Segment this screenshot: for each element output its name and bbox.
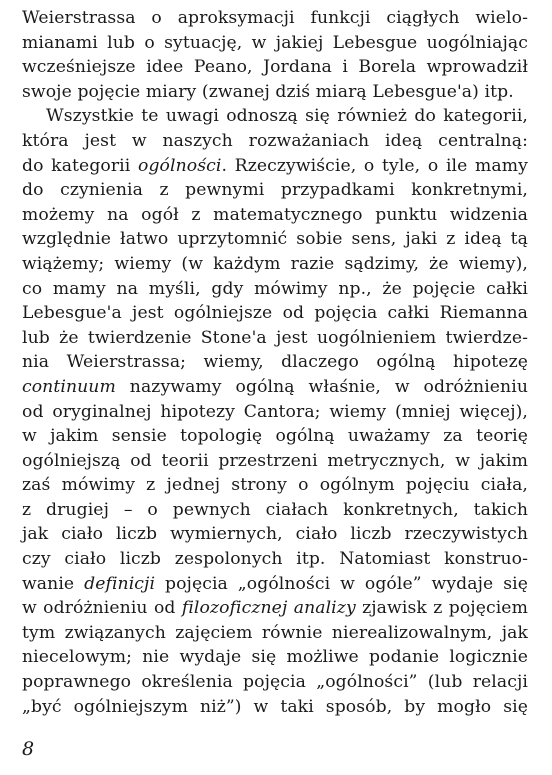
italic-term: filozoficznej analizy (181, 598, 356, 619)
text-line (22, 227, 528, 252)
text-segment: która jest w naszych rozważaniach ideą centralną: (22, 130, 528, 151)
text-segment: wiążemy; wiemy (w każdym razie sądzimy, że wiemy), (22, 253, 528, 274)
text-line (22, 424, 528, 449)
text-segment: od oryginalnej hipotezy Cantora; wiemy (mniej więcej), (22, 401, 528, 422)
text-line (22, 203, 528, 228)
text-segment: z drugiej – o pewnych ciałach konkretnych, takich (22, 499, 528, 520)
page-number: 8 (22, 738, 35, 760)
text-segment: tym związanych zajęciem równie nierealizowalnym, jak (22, 622, 528, 643)
text-line (22, 129, 528, 154)
text-segment: do czynienia z pewnymi przypadkami konkretnymi, (22, 180, 528, 201)
text-segment: zaś mówimy z jednej strony o ogólnym pojęciu ciała, (22, 475, 528, 496)
text-segment: wcześniejsze idee Peano, Jordana i Borela wprowadził (22, 57, 528, 78)
text-segment: „być ogólniejszym niż”) w taki sposób, by mogło się (22, 696, 528, 717)
text-segment: poprawnego określenia pojęcia „ogólności” (lub relacji (22, 672, 528, 693)
text-line (22, 154, 528, 179)
text-segment: wanie (22, 573, 85, 594)
text-segment: mianami lub o sytuację, w jakiej Lebesgue uogólniając (22, 32, 528, 53)
text-line (22, 621, 528, 646)
text-segment: Weierstrassa o aproksymacji funkcji ciągłych wielo- (22, 8, 528, 28)
text-line (22, 670, 528, 695)
text-line (22, 547, 528, 572)
text-segment: możemy na ogół z matematycznego punktu widzenia (22, 204, 528, 225)
text-segment: Lebesgue'a jest ogólniejsze od pojęcia całki Riemanna (22, 303, 528, 324)
text-line (22, 695, 528, 720)
text-line (22, 522, 528, 547)
text-segment: niecelowym; nie wydaje się możliwe podanie logicznie (22, 647, 528, 668)
text-line (22, 572, 528, 597)
text-line (22, 400, 528, 425)
text-segment: ogólniejszą od teorii przestrzeni metrycznych, w jakim (22, 450, 528, 471)
text-line (22, 178, 528, 203)
text-line (22, 375, 528, 400)
text-line (22, 31, 528, 56)
text-line (22, 6, 528, 31)
text-line (22, 80, 528, 105)
body-text (22, 6, 528, 719)
text-segment: . Rzeczywiście, o tyle, o ile mamy (221, 155, 528, 176)
italic-term: ogólności (138, 155, 222, 176)
text-line (22, 498, 528, 523)
text-line (22, 596, 528, 621)
text-segment: co mamy na myśli, gdy mówimy np., że pojęcie całki (22, 278, 528, 299)
text-line (22, 350, 528, 375)
text-segment: jak ciało liczb wymiernych, ciało liczb rzeczywistych (22, 524, 528, 545)
text-segment: nia Weierstrassa; wiemy, dlaczego ogólną hipotezę (22, 352, 528, 373)
text-segment: zjawisk z pojęciem (355, 598, 528, 619)
text-line (22, 55, 528, 80)
text-segment: do kategorii (22, 155, 138, 176)
text-segment: lub że twierdzenie Stone'a jest uogólnieniem twierdze- (22, 327, 528, 348)
italic-term: definicji (84, 573, 156, 594)
text-line (22, 473, 528, 498)
text-line (22, 449, 528, 474)
text-line (22, 277, 528, 302)
text-line (22, 326, 528, 351)
text-line (22, 301, 528, 326)
text-segment: pojęcia „ogólności w ogóle” wydaje się (155, 573, 528, 594)
text-segment: swoje pojęcie miary (zwanej dziś miarą Lebesgue'a) itp. (22, 81, 514, 102)
text-line (22, 104, 528, 129)
text-segment: w jakim sensie topologię ogólną uważamy za teorię (22, 426, 528, 447)
text-segment: względnie łatwo uprzytomnić sobie sens, jaki z ideą tą (22, 229, 528, 250)
italic-term: continuum (22, 376, 116, 397)
text-segment: czy ciało liczb zespolonych itp. Natomiast konstruo- (22, 549, 528, 570)
text-segment: Wszystkie te uwagi odnoszą się również do kategorii, (46, 106, 528, 127)
text-segment: w odróżnieniu od (22, 598, 182, 619)
text-line (22, 645, 528, 670)
text-segment: nazywamy ogólną właśnie, w odróżnieniu (115, 376, 528, 397)
text-line (22, 252, 528, 277)
